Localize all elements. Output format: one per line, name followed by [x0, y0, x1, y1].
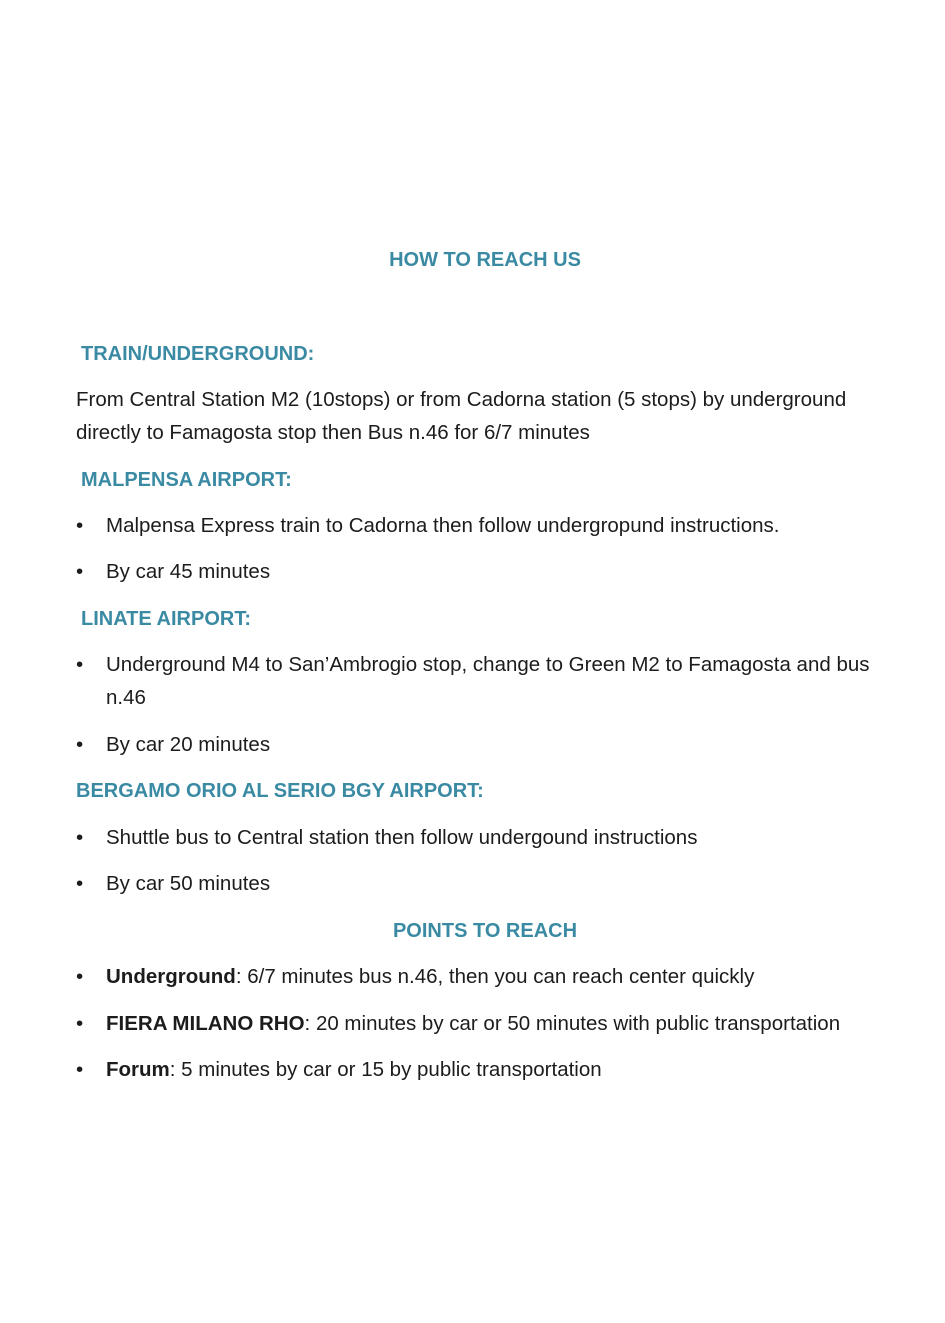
list-item: [76, 1007, 896, 1040]
list-item-text: Underground M4 to San’Ambrogio stop, change to Green M2 to Famagosta and bus n.46: [106, 653, 870, 709]
heading-bergamo-airport: BERGAMO ORIO AL SERIO BGY AIRPORT:: [76, 780, 484, 802]
list-item-text: [106, 960, 896, 993]
list-item: [76, 509, 896, 542]
point-description: : 6/7 minutes bus n.46, then you can reach center quickly: [235, 965, 755, 988]
bullet-icon: •: [76, 826, 84, 849]
train-underground-text: From Central Station M2 (10stops) or from Cadorna station (5 stops) by underground directly to Famagosta stop then Bus n.46 for 6/7 minutes: [76, 388, 847, 444]
point-description: : 20 minutes by car or 50 minutes with public transportation: [304, 1012, 841, 1035]
list-item: [76, 728, 896, 761]
heading-train-underground: TRAIN/UNDERGROUND:: [81, 343, 315, 365]
bullet-icon: •: [76, 965, 84, 988]
list-item: [76, 1053, 896, 1086]
list-item-text: By car 45 minutes: [106, 560, 271, 583]
point-label: Underground: [106, 965, 236, 988]
bullet-icon: •: [76, 653, 84, 676]
heading-points-to-reach: POINTS TO REACH: [392, 920, 578, 942]
bullet-icon: •: [76, 1012, 84, 1035]
list-item: [76, 648, 896, 714]
point-label: FIERA MILANO RHO: [106, 1012, 305, 1035]
list-item: [76, 555, 896, 588]
list-item: [76, 821, 896, 854]
point-description: : 5 minutes by car or 15 by public transportation: [169, 1058, 602, 1081]
list-item: [76, 867, 896, 900]
heading-malpensa-airport: MALPENSA AIRPORT:: [81, 469, 292, 491]
point-label: Forum: [106, 1058, 170, 1081]
bullet-icon: •: [76, 872, 84, 895]
bullet-icon: •: [76, 1058, 84, 1081]
bullet-icon: •: [76, 733, 84, 756]
list-item-text: Malpensa Express train to Cadorna then follow undergropund instructions.: [106, 514, 780, 537]
list-item-text: [106, 1007, 896, 1040]
bullet-icon: •: [76, 560, 84, 583]
list-item-text: By car 50 minutes: [106, 872, 271, 895]
heading-linate-airport: LINATE AIRPORT:: [81, 608, 251, 630]
page-title: HOW TO REACH US: [389, 249, 581, 271]
list-item-text: Shuttle bus to Central station then follow undergound instructions: [106, 826, 698, 849]
list-item: [76, 960, 896, 993]
list-item-text: By car 20 minutes: [106, 733, 271, 756]
list-item-text: [106, 1053, 896, 1086]
bullet-icon: •: [76, 514, 84, 537]
